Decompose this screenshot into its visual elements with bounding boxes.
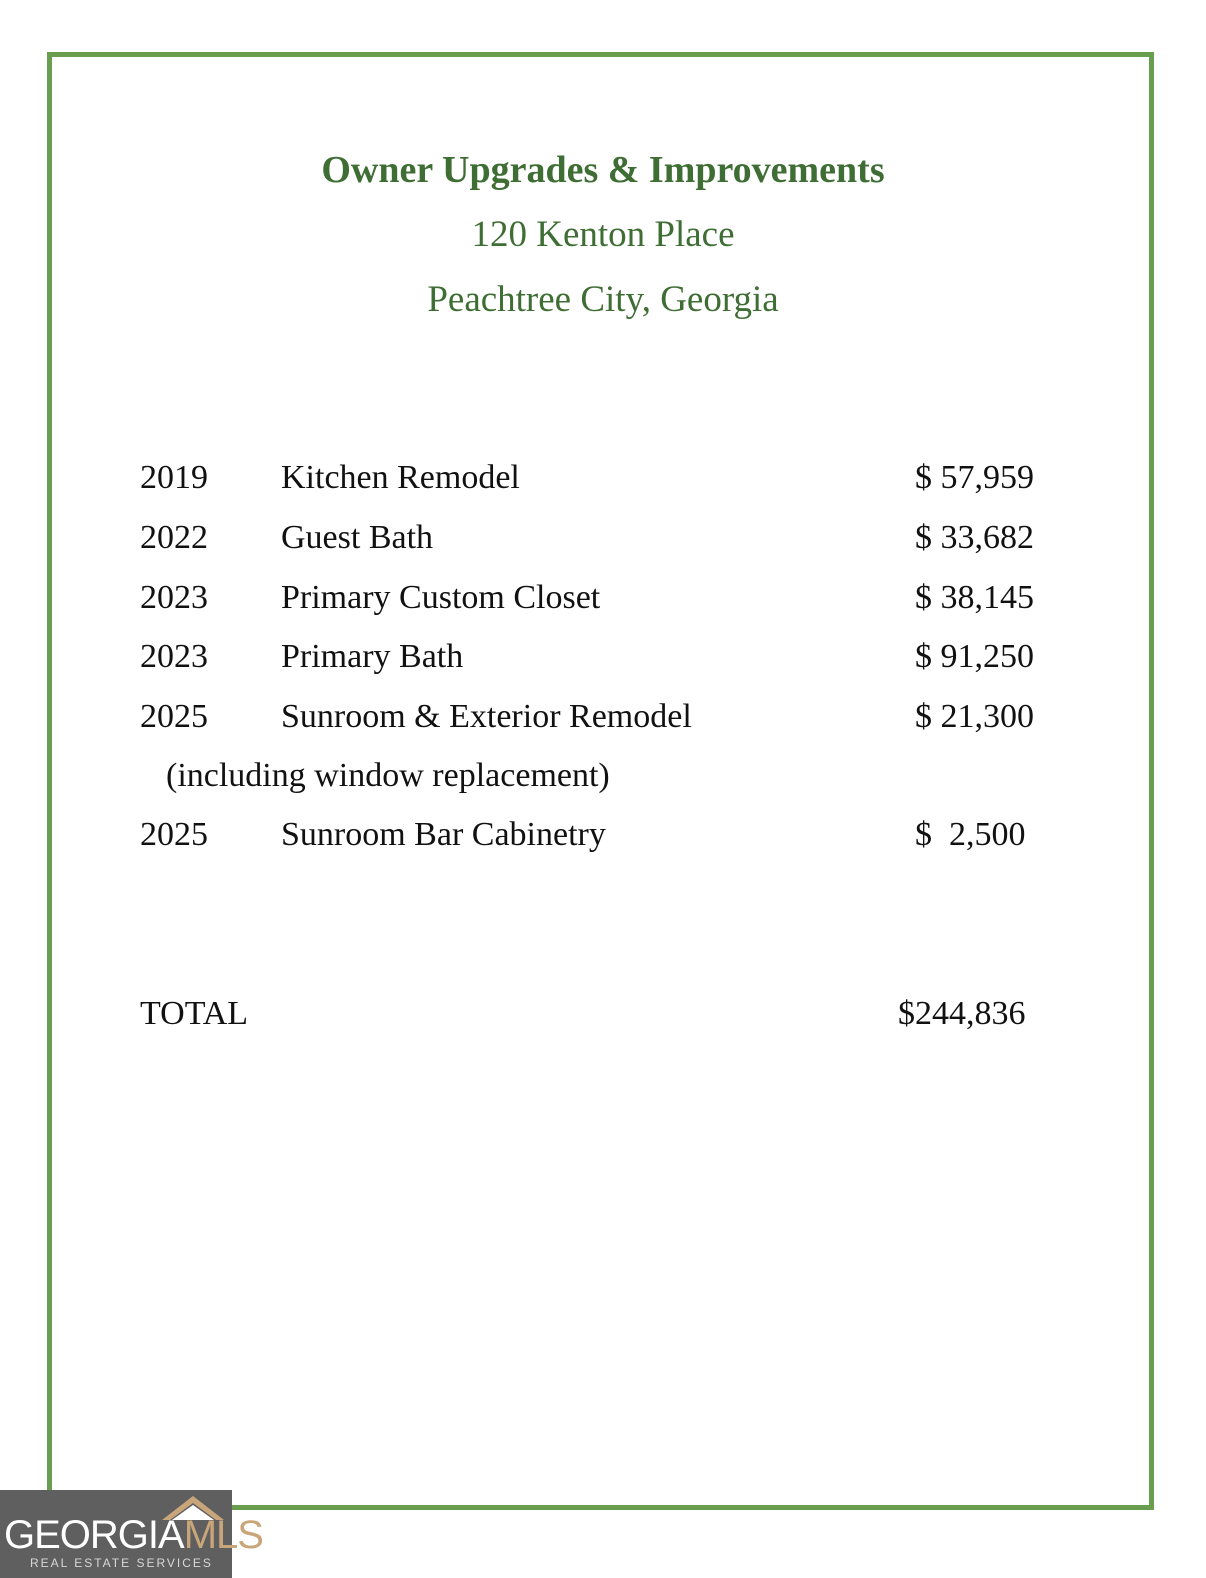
list-item [0, 519, 1206, 563]
list-item [0, 579, 1206, 623]
item-amount: $ 33,682 [915, 519, 1034, 556]
list-item [0, 638, 1206, 682]
item-note: (including window replacement) [166, 757, 610, 794]
total-amount: $244,836 [898, 995, 1026, 1032]
item-description: Guest Bath [281, 519, 434, 556]
item-year: 2023 [140, 638, 208, 675]
page-title: Owner Upgrades & Improvements [321, 149, 885, 191]
item-amount: $ 21,300 [915, 698, 1034, 735]
item-year: 2019 [140, 459, 208, 496]
item-description: Primary Bath [281, 638, 464, 675]
logo-word-main: GEORGIA [4, 1513, 184, 1557]
item-description: Sunroom & Exterior Remodel [281, 698, 692, 735]
item-description: Sunroom Bar Cabinetry [281, 816, 606, 853]
item-year: 2025 [140, 816, 208, 853]
item-amount: $ 91,250 [915, 638, 1034, 675]
item-description: Primary Custom Closet [281, 579, 601, 616]
item-amount: $ 57,959 [915, 459, 1034, 496]
item-amount: $ 38,145 [915, 579, 1034, 616]
logo-tagline: REAL ESTATE SERVICES [30, 1556, 213, 1570]
address-line-1: 120 Kenton Place [471, 214, 735, 255]
georgia-mls-logo [0, 1490, 263, 1578]
item-description: Kitchen Remodel [281, 459, 520, 496]
item-year: 2023 [140, 579, 208, 616]
logo-wordmark [4, 1512, 263, 1558]
total-label: TOTAL [140, 995, 249, 1032]
list-item [0, 698, 1206, 742]
item-amount: $ 2,500 [915, 816, 1026, 853]
list-item [0, 816, 1206, 860]
list-item [0, 459, 1206, 503]
item-year: 2025 [140, 698, 208, 735]
address-line-2: Peachtree City, Georgia [427, 279, 779, 320]
logo-word-accent: MLS [183, 1513, 263, 1557]
item-year: 2022 [140, 519, 208, 556]
